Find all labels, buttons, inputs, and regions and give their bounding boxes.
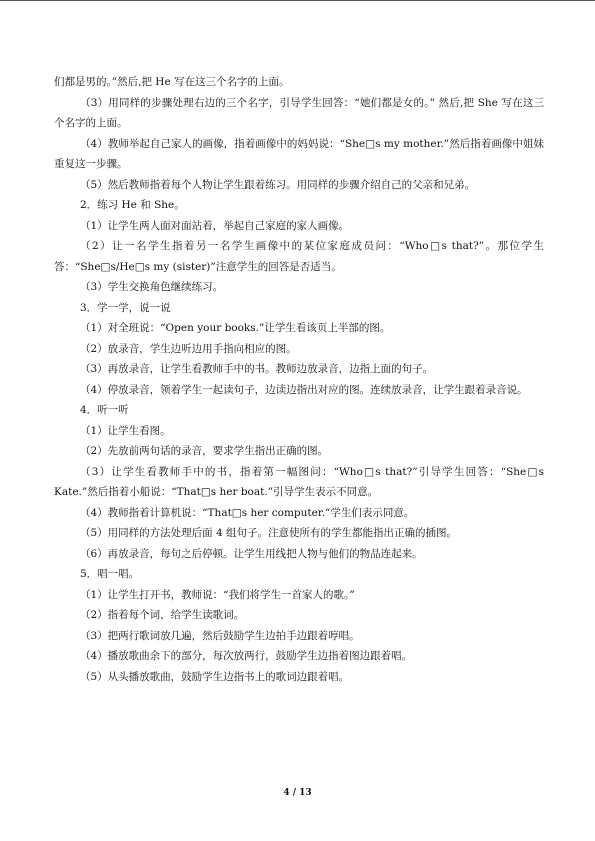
paragraph: （5）然后教师指着每个人物让学生跟着练习。用同样的步骤介绍自己的父亲和兄弟。 <box>80 178 476 191</box>
section-heading: 5．唱一唱。 <box>80 568 140 580</box>
page-number: 4 / 13 <box>283 788 312 798</box>
paragraph: （4）播放歌曲余下的部分，每次放两行，鼓励学生边指着图边跟着唱。 <box>80 650 413 662</box>
paragraph: （2）先放前两句话的录音，要求学生指出正确的图。 <box>80 445 329 457</box>
paragraph: （1）让学生两人面对面站着，举起自己家庭的家人画像。 <box>80 219 350 232</box>
paragraph: （3）再放录音，让学生看教师手中的书。教师边放录音，边指上面的句子。 <box>80 363 434 375</box>
section-heading: 3．学一学，说一说 <box>80 301 171 314</box>
paragraph: （5）用同样的方法处理后面 4 组句子。注意使所有的学生都能指出正确的插图。 <box>80 527 458 539</box>
paragraph: （3）让学生看教师手中的书，指着第一幅图问：“Who□s that?”引导学生回答：“She□s Kate.”然后指着小船说：“That□s her boat.”引导学生表示不同意。 <box>54 465 544 498</box>
paragraph: （5）从头播放歌曲，鼓励学生边指书上的歌词边跟着唱。 <box>80 670 350 683</box>
top-rule <box>0 0 595 1</box>
document-body <box>54 72 544 687</box>
paragraph: （2）放录音，学生边听边用手指向相应的图。 <box>80 342 297 355</box>
paragraph: （1）让学生看图。 <box>80 424 171 437</box>
section-heading: 2．练习 He 和 She。 <box>80 199 185 211</box>
paragraph: （3）学生交换角色继续练习。 <box>80 281 224 293</box>
paragraph: （6）再放录音，每句之后停顿。让学生用线把人物与他们的物品连起来。 <box>80 547 423 560</box>
paragraph: （4）停放录音，领着学生一起读句子，边读边指出对应的图。连续放录音，让学生跟着录音说。 <box>80 383 528 396</box>
paragraph: （4）教师举起自己家人的画像，指着画像中的妈妈说：“She□s my mother.”然后指着画像中姐妹重复这一步骤。 <box>54 137 544 170</box>
paragraph: （1）让学生打开书，教师说：“我们将学生一首家人的歌。” <box>80 588 355 601</box>
paragraph: （2）让一名学生指着另一名学生画像中的某位家庭成员问：“Who□s that?”。那位学生答：“She□s/He□s my (sister)”注意学生的回答是否适当。 <box>54 240 544 273</box>
section-heading: 4．听一听 <box>80 404 129 416</box>
paragraph: （4）教师指着计算机说：“That□s her computer.”学生们表示同意。 <box>80 506 415 519</box>
paragraph: （3）用同样的步骤处理右边的三个名字，引导学生回答：“她们都是女的。” 然后,把 She 写在这三个名字的上面。 <box>54 96 544 129</box>
paragraph: 们都是男的。”然后,把 He 写在这三个名字的上面。 <box>54 76 290 88</box>
paragraph: （1）对全班说：“Open your books.”让学生看该页上半部的图。 <box>80 322 391 334</box>
paragraph: （2）指着每个词，给学生读歌词。 <box>80 609 245 621</box>
paragraph: （3）把两行歌词放几遍，然后鼓励学生边拍手边跟着哼唱。 <box>80 629 360 642</box>
